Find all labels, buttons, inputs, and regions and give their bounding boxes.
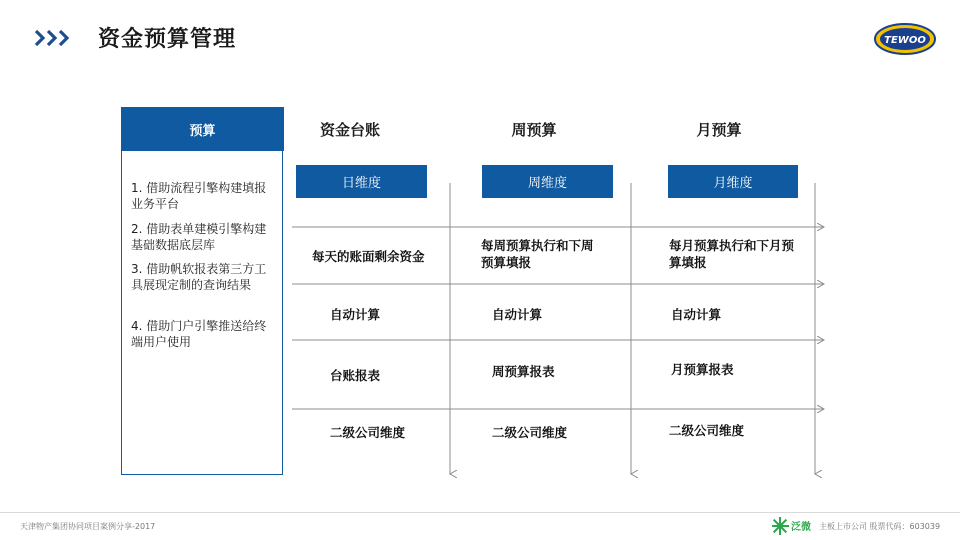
footer-divider [0, 512, 960, 513]
weaver-logo-text: 泛微 [791, 522, 811, 533]
cell-ledger-row4: 二级公司维度 [330, 425, 406, 440]
cell-weekly-row2: 自动计算 [492, 307, 543, 322]
cell-monthly-row4: 二级公司维度 [669, 423, 745, 438]
dimension-box-weekly: 周维度 [482, 165, 613, 198]
cell-monthly-row3: 月预算报表 [671, 362, 734, 377]
cell-weekly-row3: 周预算报表 [492, 364, 555, 379]
column-heading-weekly: 周预算 [511, 121, 557, 139]
dimension-box-daily: 日维度 [296, 165, 427, 198]
cell-ledger-row1: 每天的账面剩余资金 [312, 249, 425, 264]
cell-weekly-row1: 每周预算执行和下周预算填报 [481, 238, 594, 270]
weaver-logo [772, 516, 814, 540]
budget-item-4: 4. 借助门户引擎推送给终端用户使用 [131, 319, 267, 349]
cell-ledger-row3: 台账报表 [330, 368, 381, 383]
column-heading-monthly: 月预算 [696, 121, 742, 139]
budget-item-1: 1. 借助流程引擎构建填报业务平台 [131, 181, 267, 211]
budget-panel-heading: 预算 [121, 107, 284, 151]
budget-item-2: 2. 借助表单建模引擎构建基础数据底层库 [131, 222, 267, 252]
cell-monthly-row1: 每月预算执行和下月预算填报 [669, 238, 795, 270]
cell-weekly-row4: 二级公司维度 [492, 425, 568, 440]
column-heading-ledger: 资金台账 [319, 121, 380, 139]
logo-text: TEWOO [884, 35, 926, 46]
budget-item-3: 3. 借助帆软报表第三方工具展现定制的查询结果 [131, 262, 267, 292]
page-title: 资金预算管理 [98, 27, 237, 52]
cell-monthly-row2: 自动计算 [671, 307, 722, 322]
footer-caption: 天津物产集团协同项目案例分享-2017 [20, 522, 156, 531]
dimension-box-monthly: 月维度 [668, 165, 798, 198]
cell-ledger-row2: 自动计算 [330, 307, 381, 322]
footer-stock-info: 主板上市公司 股票代码：603039 [819, 522, 941, 531]
